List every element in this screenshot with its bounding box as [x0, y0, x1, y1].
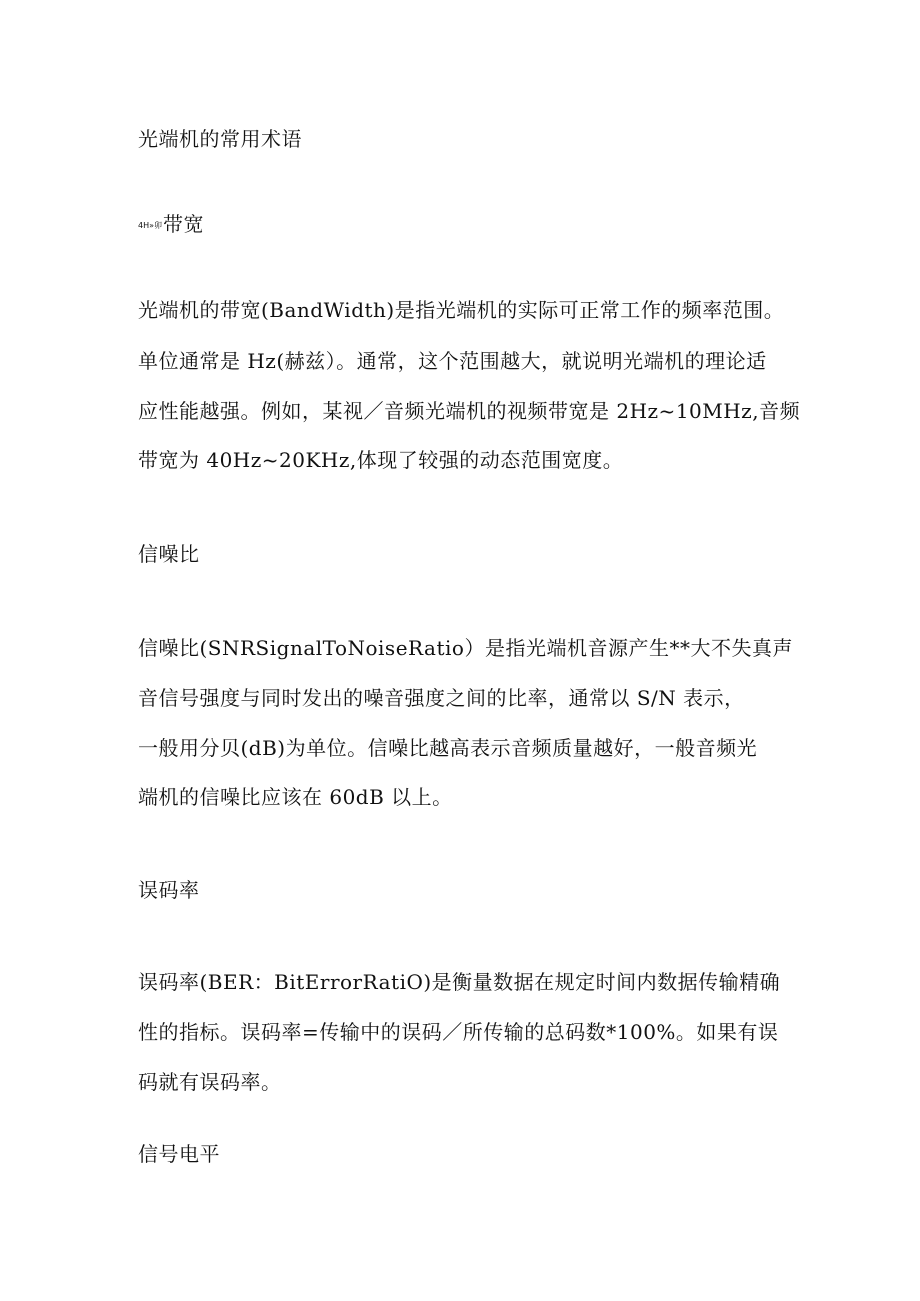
paragraph-line: 性的指标。误码率=传输中的误码／所传输的总码数*100%。如果有误	[138, 1020, 779, 1044]
paragraph-line: 一般用分贝(dB)为单位。信噪比越高表示音频质量越好，一般音频光	[138, 736, 758, 760]
heading-text: 带宽	[163, 212, 204, 236]
section-heading-bandwidth	[138, 210, 204, 240]
paragraph-line: 单位通常是 Hz(赫兹）。通常，这个范围越大，就说明光端机的理论适	[138, 349, 767, 373]
section-heading-signal-level: 信号电平	[138, 1142, 220, 1166]
paragraph-line: 音信号强度与同时发出的噪音强度之间的比率，通常以 S/N 表示，	[138, 686, 745, 710]
paragraph-line: 应性能越强。例如，某视／音频光端机的视频带宽是 2Hz~10MHz,音频	[138, 399, 801, 423]
heading-prefix-artifact: 4H»卯	[138, 220, 162, 230]
paragraph-line: 码就有误码率。	[138, 1070, 282, 1094]
paragraph-line: 端机的信噪比应该在 60dB 以上。	[138, 785, 453, 809]
section-heading-snr: 信噪比	[138, 542, 200, 566]
document-title: 光端机的常用术语	[138, 127, 302, 151]
section-heading-ber: 误码率	[138, 878, 200, 902]
paragraph-line: 信噪比(SNRSignalToNoiseRatio）是指光端机音源产生**大不失真声	[138, 636, 793, 660]
paragraph-line: 带宽为 40Hz~20KHz,体现了较强的动态范围宽度。	[138, 448, 624, 472]
paragraph-line: 误码率(BER：BitErrorRatiO)是衡量数据在规定时间内数据传输精确	[138, 970, 781, 994]
paragraph-line: 光端机的带宽(BandWidth)是指光端机的实际可正常工作的频率范围。	[138, 298, 785, 322]
